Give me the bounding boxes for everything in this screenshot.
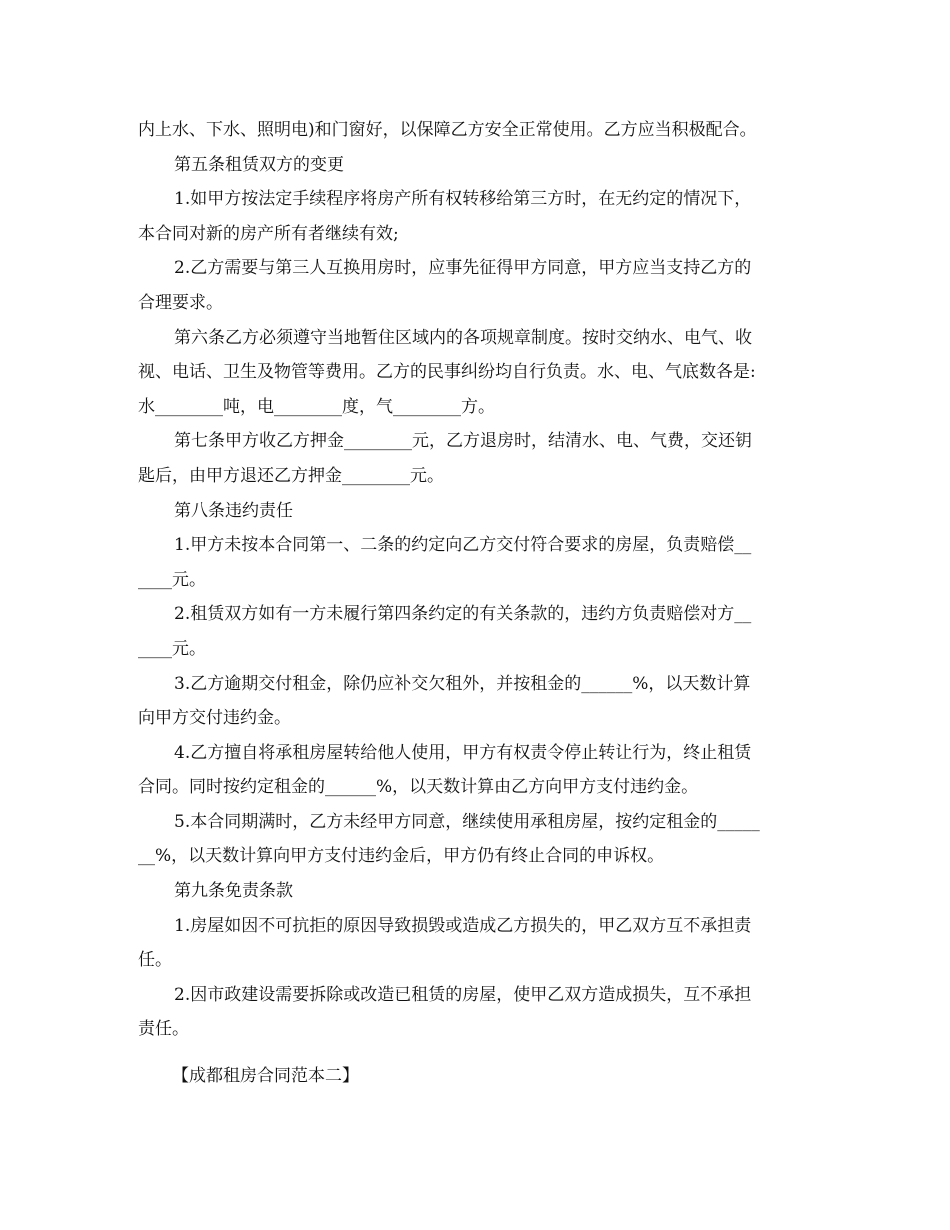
closing-title: 【成都租房合同范本二】 [172,1066,359,1087]
document-line: 第八条违约责任 [174,500,293,521]
document-body [138,113,818,1094]
document-line: __%，以天数计算向甲方支付违约金后，甲方仍有终止合同的申诉权。 [138,846,665,867]
document-line: 匙后，由甲方退还乙方押金________元。 [138,465,444,486]
document-line: ____元。 [138,569,206,590]
document-line: 合理要求。 [138,292,223,313]
document-line: 内上水、下水、照明电)和门窗好，以保障乙方安全正常使用。乙方应当积极配合。 [138,120,757,140]
document-line: 3.乙方逾期交付租金，除仍应补交欠租外，并按租金的______%，以天数计算 [174,673,751,694]
document-line: 第五条租赁双方的变更 [174,154,344,175]
document-line: 2.乙方需要与第三人互换用房时，应事先征得甲方同意，甲方应当支持乙方的 [174,258,752,279]
document-line: 2.租赁双方如有一方未履行第四条约定的有关条款的，违约方负责赔偿对方__ [174,604,752,625]
document-line: 合同。同时按约定租金的______%，以天数计算由乙方向甲方支付违约金。 [138,777,699,798]
document-line: 5.本合同期满时，乙方未经甲方同意，继续使用承租房屋，按约定租金的_____ [174,811,760,832]
document-line: 第六条乙方必须遵守当地暂住区域内的各项规章制度。按时交纳水、电气、收 [174,327,752,348]
document-line: 向甲方交付违约金。 [138,708,291,729]
document-line: 第九条免责条款 [174,881,293,902]
document-line: 视、电话、卫生及物管等费用。乙方的民事纠纷均自行负责。水、电、气底数各是: [138,362,756,383]
document-line: 责任。 [138,1019,189,1040]
document-lines [138,113,818,1047]
document-line: 1.甲方未按本合同第一、二条的约定向乙方交付符合要求的房屋，负责赔偿__ [174,535,752,556]
document-line: 任。 [138,950,172,971]
document-line: 2.因市政建设需要拆除或改造已租赁的房屋，使甲乙双方造成损失，互不承担 [174,984,752,1005]
document-line: ____元。 [138,638,206,659]
document-line: 水________吨，电________度，气________方。 [138,396,495,417]
document-line: 本合同对新的房产所有者继续有效; [138,223,399,244]
document-line: 第七条甲方收乙方押金________元，乙方退房时，结清水、电、气费，交还钥 [174,431,752,452]
document-line: 1.房屋如因不可抗拒的原因导致损毁或造成乙方损失的，甲乙双方互不承担责 [174,915,752,936]
document-line: 1.如甲方按法定手续程序将房产所有权转移给第三方时，在无约定的情况下， [174,189,752,210]
document-line: 4.乙方擅自将承租房屋转给他人使用，甲方有权责令停止转让行为，终止租赁 [174,742,752,763]
